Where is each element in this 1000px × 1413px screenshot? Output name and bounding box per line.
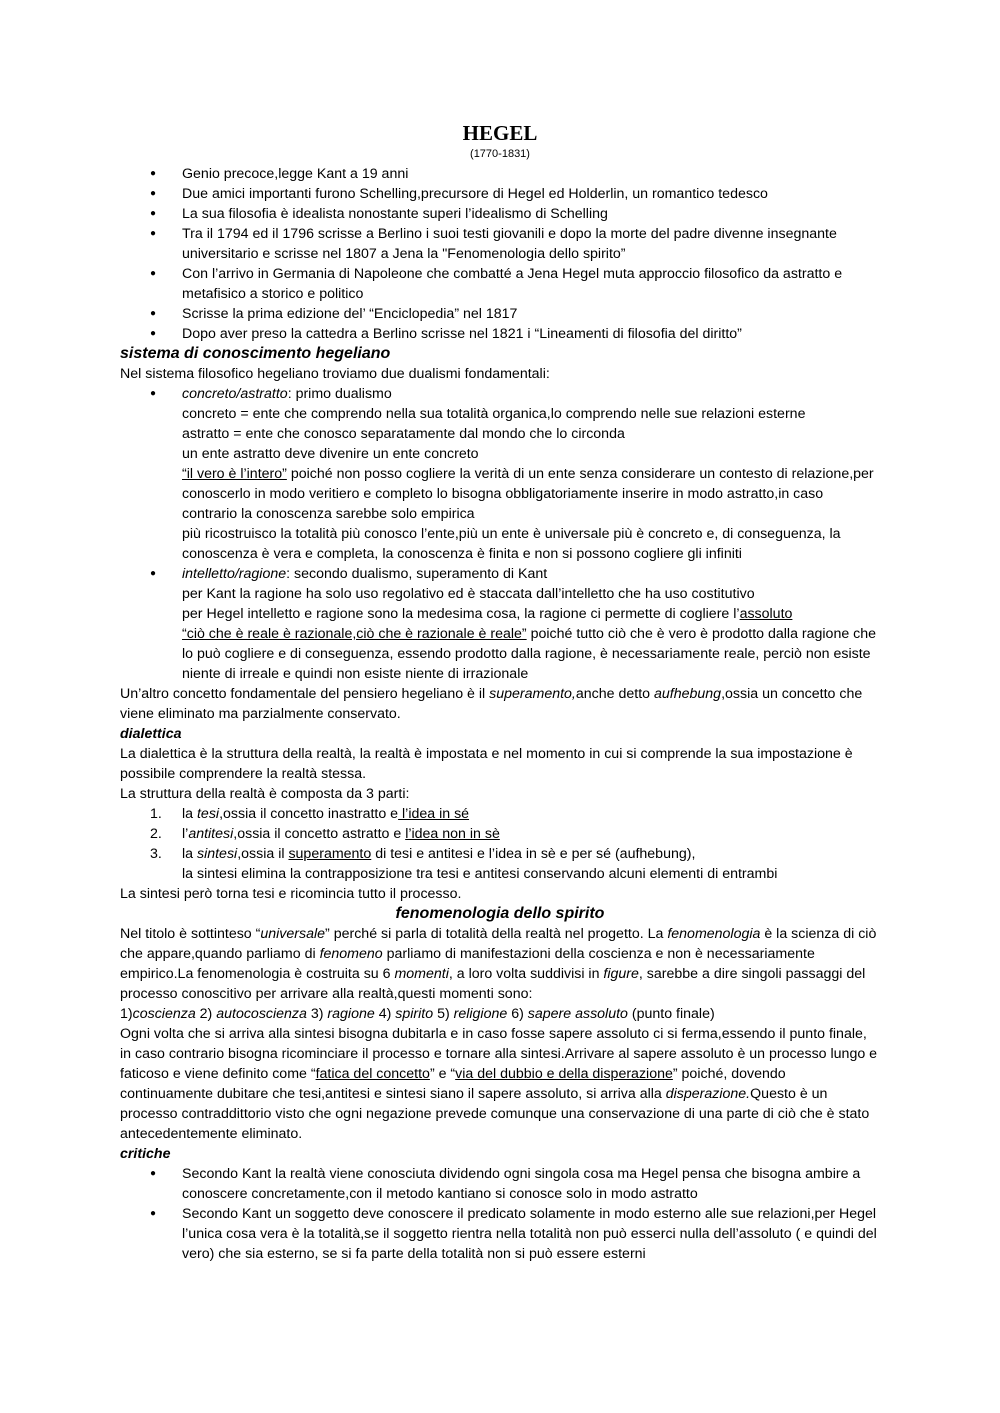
list-item: 1. la tesi,ossia il concetto inastratto e l’idea in sé — [150, 806, 470, 822]
dualism-item-intelletto: ● intelletto/ragione: secondo dualismo, superamento di Kant — [120, 564, 880, 584]
fenomenologia-p2: Ogni volta che si arriva alla sintesi bisogna dubitarla e in caso fosse sapere assoluto ci si ferma,essendo il punto finale, in caso contrario bisogna ricominciare il processo e tornare alla sintesi.Arrivare al sapere assoluto è un processo lungo e faticoso e viene definito come “fatica del concetto” e “via del dubbio e della disperazione” poiché, dovendo continuamente dubitare che tesi,antitesi e sintesi siano il sapere assoluto, si arriva alla disperazione.Questo è un processo contraddittorio visto che ogni negazione prevede comunque una conservazione di una parte di ciò che è stato antecedentemente eliminato. — [120, 1026, 878, 1142]
fenomenologia-p1: Nel titolo è sottinteso “universale” perché si parla di totalità della realtà nel progetto. La fenomenologia è la scienza di ciò che appare,quando parliamo di fenomeno parliamo di manifestazioni della coscienza e non è necessariamente empirico.La fenomenologia è costruita su 6 momenti, a loro volta suddivisi in figure, sarebbe a dire singoli passaggi del processo conoscitivo per arrivare alla realtà,questi momenti sono: — [120, 926, 877, 1002]
dualism-list — [120, 384, 880, 404]
sistema-intro: Nel sistema filosofico hegeliano troviamo due dualismi fondamentali: — [120, 366, 550, 382]
body-line: per Hegel intelletto e ragione sono la medesima cosa, la ragione ci permette di cogliere l’assoluto — [182, 606, 793, 622]
bio-item: ● Con l’arrivo in Germania di Napoleone che combatté a Jena Hegel muta approccio filosofico da astratto e metafisico a storico e politico — [120, 264, 880, 304]
critica-item: ● Secondo Kant un soggetto deve conoscere il predicato solamente in modo esterno alle sue relazioni,per Hegel l’unica cosa vera è la totalità,se il soggetto rientra nella totalità non può esserci nulla dell’assoluto ( e quindi del vero) che sia esterno, se si fa parte della totalità non si può essere esterni — [120, 1204, 880, 1264]
bio-list — [120, 164, 880, 344]
list-item: 2. l’antitesi,ossia il concetto astratto e l’idea non in sè — [150, 826, 500, 842]
page-title: HEGEL — [462, 121, 538, 145]
list-item: 3. la sintesi,ossia il superamento di tesi e antitesi e l’idea in sè e per sé (aufhebung), — [150, 846, 696, 862]
dialettica-list — [120, 804, 880, 864]
section-heading-sistema: sistema di conoscimento hegeliano — [120, 345, 391, 362]
bio-item: ● Due amici importanti furono Schelling,precursore di Hegel ed Holderlin, un romantico tedesco — [120, 184, 880, 204]
quote: “ciò che è reale è razionale,ciò che è razionale è reale” — [182, 626, 527, 642]
document-page — [120, 120, 880, 1264]
momenti-line: 1)coscienza 2) autocoscienza 3) ragione 4) spirito 5) religione 6) sapere assoluto (punto finale) — [120, 1006, 715, 1022]
term: intelletto/ragione — [182, 566, 287, 582]
bio-item: ● Tra il 1794 ed il 1796 scrisse a Berlino i suoi testi giovanili e dopo la morte del padre divenne insegnante universitario e scrisse nel 1807 a Jena la "Fenomenologia dello spirito” — [120, 224, 880, 264]
dualism-2-body — [120, 584, 880, 684]
bio-item: ● La sua filosofia è idealista nonostante superi l’idealismo di Schelling — [120, 204, 880, 224]
quote: “il vero è l’intero” — [182, 466, 287, 482]
body-line: per Kant la ragione ha solo uso regolativo ed è staccata dall’intelletto che ha uso costitutivo — [182, 586, 755, 602]
bio-item: ● Scrisse la prima edizione del’ “Enciclopedia” nel 1817 — [120, 304, 880, 324]
sintesi-continuation: la sintesi elimina la contrapposizione tra tesi e antitesi conservando alcuni elementi di entrambi — [182, 866, 778, 882]
critica-item: ● Secondo Kant la realtà viene conosciuta dividendo ogni singola cosa ma Hegel pensa che bisogna ambire a conoscere concretamente,con il metodo kantiano si conosce solo in modo astratto — [120, 1164, 880, 1204]
body-line: concreto = ente che comprendo nella sua totalità organica,lo comprendo nelle sue relazioni esterne — [182, 406, 806, 422]
body-line: astratto = ente che conosco separatamente dal mondo che lo circonda — [182, 426, 625, 442]
dialettica-p2: La struttura della realtà è composta da 3 parti: — [120, 786, 410, 802]
dualism-item-concreto: ● concreto/astratto: primo dualismo — [120, 384, 880, 404]
dualism-list-2 — [120, 564, 880, 584]
dialettica-p1: La dialettica è la struttura della realtà, la realtà è impostata e nel momento in cui si comprende la sua impostazione è possibile comprendere la realtà stessa. — [120, 746, 853, 782]
critiche-list — [120, 1164, 880, 1264]
section-heading-dialettica: dialettica — [120, 726, 182, 742]
section-heading-critiche: critiche — [120, 1146, 171, 1162]
body-line: un ente astratto deve divenire un ente concreto — [182, 446, 479, 462]
bio-item: ● Dopo aver preso la cattedra a Berlino scrisse nel 1821 i “Lineamenti di filosofia del diritto” — [120, 324, 880, 344]
superamento-paragraph: Un’altro concetto fondamentale del pensiero hegeliano è il superamento,anche detto aufhebung,ossia un concetto che viene eliminato ma parzialmente conservato. — [120, 686, 863, 722]
body-line: “il vero è l’intero” poiché non posso cogliere la verità di un ente senza considerare un contesto di relazione,per conoscerlo in modo veritiero e completo lo bisogna obbligatoriamente inserire in modo astratto,in caso contrario la conoscenza sarebbe solo empirica — [182, 466, 874, 522]
term: concreto/astratto — [182, 386, 288, 402]
dialettica-p3: La sintesi però torna tesi e ricomincia tutto il processo. — [120, 886, 462, 902]
bio-item: ● Genio precoce,legge Kant a 19 anni — [120, 164, 880, 184]
dates-subtitle: (1770-1831) — [470, 148, 530, 160]
dualism-1-body — [120, 404, 880, 564]
body-line: più ricostruisco la totalità più conosco l’ente,più un ente è universale più è concreto e, di conseguenza, la conoscenza è vera e completa, la conoscenza è finita e non si possono cogliere gli infiniti — [182, 526, 841, 562]
section-heading-fenomenologia: fenomenologia dello spirito — [395, 905, 605, 922]
body-line: “ciò che è reale è razionale,ciò che è razionale è reale” poiché tutto ciò che è vero è prodotto dalla ragione che lo può cogliere e di conseguenza, essendo prodotto dalla ragione, è necessariamente reale, perciò non esiste niente di irreale e quindi non esiste niente di irrazionale — [182, 626, 877, 682]
